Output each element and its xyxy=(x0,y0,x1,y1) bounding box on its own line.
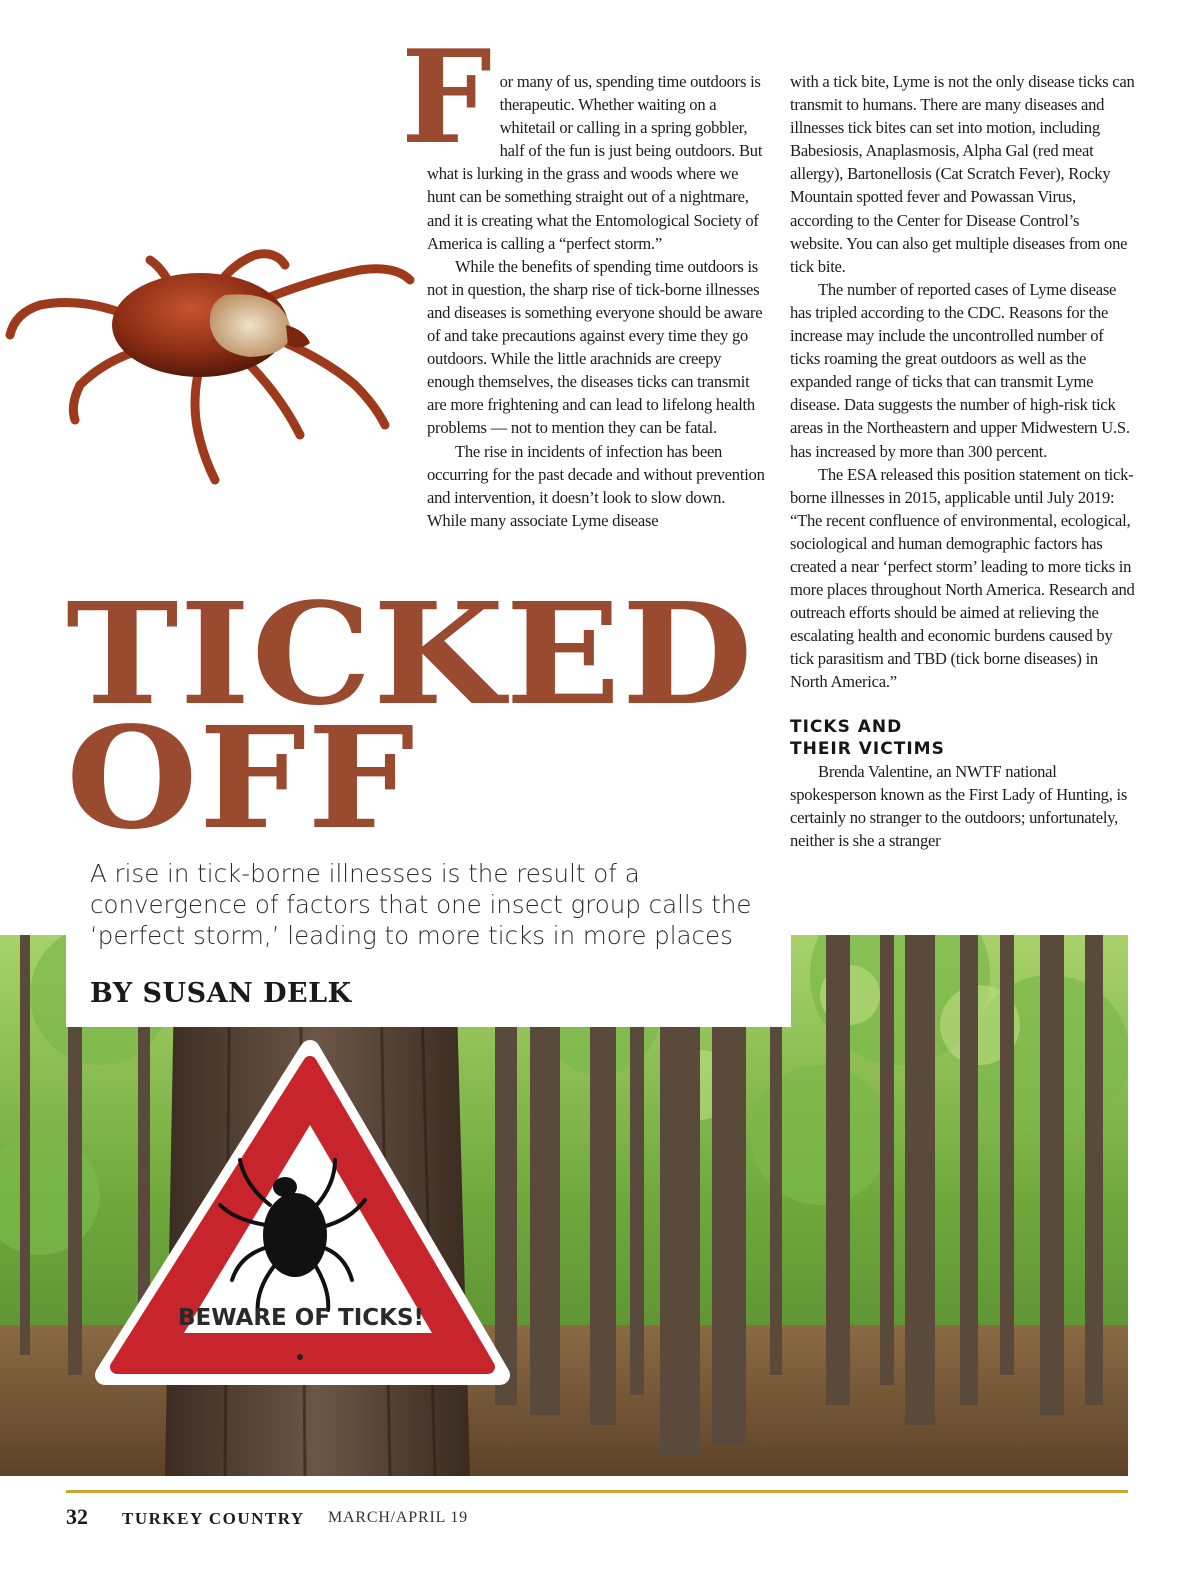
subhead-line: THEIR VICTIMS xyxy=(790,738,945,759)
page-number: 32 xyxy=(66,1504,88,1529)
article-paragraph: or many of us, spending time outdoors is therapeutic. Whether waiting on a whitetail or calling in a spring gobbler, half of the fun is just being outdoors. But what is lurking in the grass and woods where we hunt can be something straight out of a nightmare, and it is creating what the Entomological Society of America is calling a “perfect storm.” xyxy=(427,72,763,253)
sign-text: BEWARE OF TICKS! xyxy=(177,1305,425,1331)
headline xyxy=(66,573,754,861)
article-column-1 xyxy=(401,23,767,532)
article-paragraph: with a tick bite, Lyme is not the only disease ticks can transmit to humans. There are many diseases and illnesses tick bites can set into motion, including Babesiosis, Anaplasmosis, Alpha Gal (red meat allergy), Bartonellosis (Cat Scratch Fever), Rocky Mountain spotted fever and Powassan Virus, according to the Center for Disease Control’s website. You can also get multiple diseases from one tick bite. xyxy=(790,72,1135,276)
headline-line-2: OFF xyxy=(66,697,416,861)
article-paragraph: The rise in incidents of infection has been occurring for the past decade and without prevention and intervention, it doesn’t look to slow down. While many associate Lyme disease xyxy=(427,441,765,530)
article-paragraph: The number of reported cases of Lyme disease has tripled according to the CDC. Reasons for the increase may include the uncontrolled number of ticks roaming the great outdoors as well as the expanded range of ticks that can transmit Lyme disease. Data suggests the number of high-risk tick areas in the Northeastern and upper Midwestern U.S. has increased by more than 300 percent. xyxy=(790,279,1130,461)
article-paragraph: Brenda Valentine, an NWTF national spokesperson known as the First Lady of Hunting, is certainly no stranger to the outdoors; unfortunately, neither is she a stranger xyxy=(790,761,1128,850)
footer-rule xyxy=(66,1490,1128,1493)
drop-cap: F xyxy=(401,23,492,173)
headline-line-1: TICKED xyxy=(66,573,754,737)
issue-date: MARCH/APRIL 19 xyxy=(328,1509,468,1526)
article-paragraph: The ESA released this position statement on tick-borne illnesses in 2015, applicable until July 2019: “The recent confluence of environmental, ecological, sociological and human demographic factors has created a near ‘perfect storm’ leading to more ticks in more places throughout North America. Research and outreach efforts should be aimed at relieving the escalating health and economic burdens caused by tick parasitism and TBD (tick borne diseases) in North America.” xyxy=(790,464,1135,692)
magazine-name: TURKEY COUNTRY xyxy=(122,1509,305,1528)
article-paragraph: While the benefits of spending time outdoors is not in question, the sharp rise of tick-borne illnesses and diseases is something everyone should be aware of and take precautions against every time they go outdoors. While the little arachnids are creepy enough themselves, the diseases ticks can transmit are more frightening and can lead to lifelong health problems — not to mention they can be fatal. xyxy=(427,256,763,438)
article-column-2 xyxy=(790,70,1135,852)
tick-photo xyxy=(0,235,415,490)
subhead-line: TICKS AND xyxy=(790,716,903,737)
byline: BY SUSAN DELK xyxy=(90,978,352,1009)
section-subhead xyxy=(790,716,1135,760)
deck: A rise in tick-borne illnesses is the result of a convergence of factors that one insect group calls the ‘perfect storm,’ leading to more ticks in more places xyxy=(90,859,752,950)
